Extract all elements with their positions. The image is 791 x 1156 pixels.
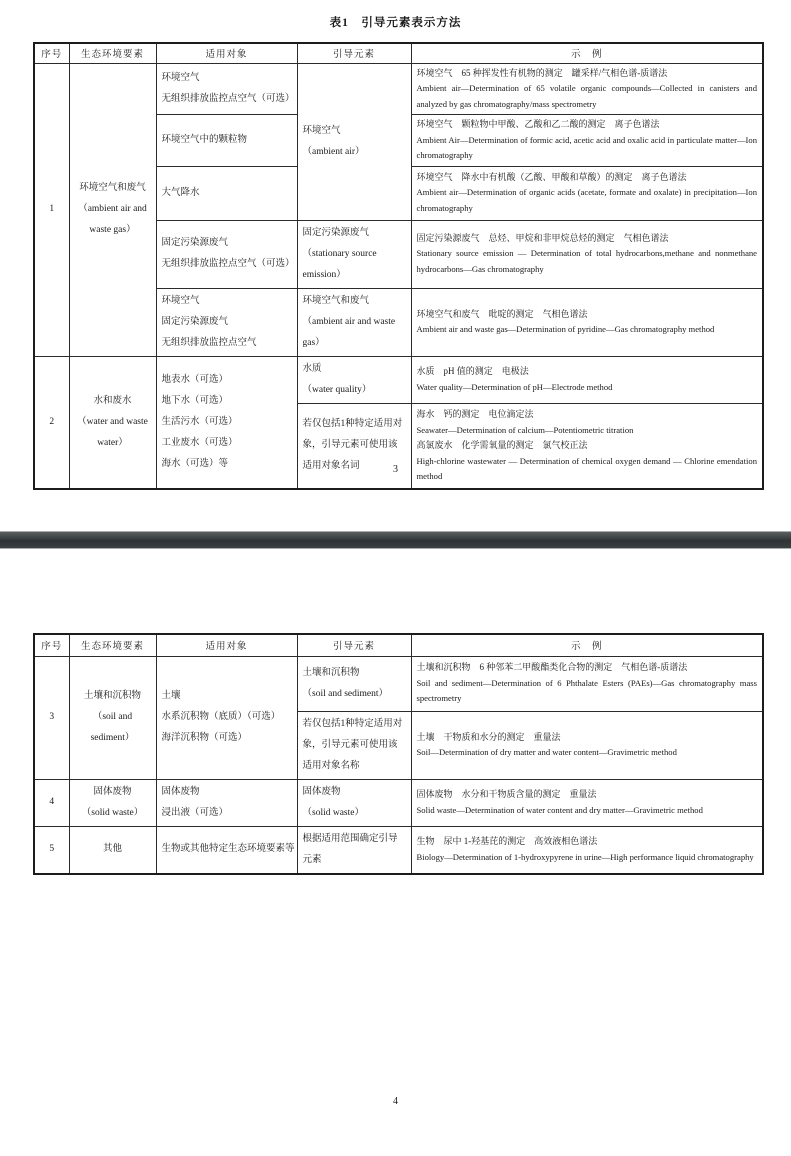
cell-example [411,166,763,220]
text-line: （soil and [92,712,133,722]
text-line: 固定污染源废气 [302,227,370,238]
page-4 [0,549,791,1156]
cell-example [411,711,763,779]
cell-guide [297,288,411,356]
text-line: 固体废物 [93,786,132,797]
text-line: 土壤和沉积物 [83,691,141,701]
table-header-row [34,43,763,63]
cell-example [411,779,763,826]
text-line: 水和废水 [93,395,132,406]
example-en: Ambient Air—Determination of formic acid, acetic acid and oxalic acid in particulate matter—Ion chromatography [416,134,757,160]
text-line: 水系沉积物（底质）（可选） [161,712,281,722]
text-line: 水质 [302,363,322,374]
example-en: High-chlorine wastewater — Determination of chemical oxygen demand — Chlorine emendation method [416,455,757,481]
text-line: 生物或其他特定生态环境要素等 [161,844,295,854]
col-header-example: 示 例 [411,634,763,656]
cell-guide [297,356,411,403]
example-en: Soil—Determination of dry matter and water content—Gravimetric method [416,747,677,757]
cell-seq-3 [34,656,69,779]
cell-target [156,656,297,779]
text-line: 工业废水（可选） [161,437,238,448]
text-line: 海洋沉积物（可选） [161,733,248,743]
example-zh: 环境空气 65 种挥发性有机物的测定 罐采样/气相色谱-质谱法 [416,67,668,78]
cell-target [156,826,297,874]
table-row [34,356,763,403]
col-header-target: 适用对象 [156,43,297,63]
text-line: 地下水（可选） [161,395,229,406]
text-line: 固定污染源废气 [161,316,229,327]
text-line: 生活污水（可选） [161,416,238,427]
cell-example [411,63,763,115]
cell-guide [297,63,411,220]
text-line: 环境空气和废气 [302,295,370,306]
text-line: 土壤和沉积物 [302,667,360,678]
text-line: gas） [302,337,325,348]
seq-number: 3 [49,712,55,722]
text-line: 环境空气 [161,72,200,83]
text-line: 地表水（可选） [161,374,229,385]
example-zh: 生物 尿中 1-羟基芘的测定 高效液相色谱法 [416,836,598,846]
example-zh: 水质 pH 值的测定 电极法 [416,366,529,376]
table-1-page-4 [33,633,764,875]
example-en: Solid waste—Determination of water content and dry matter—Gravimetric method [416,804,703,815]
col-header-guide: 引导元素 [297,43,411,63]
text-line: （solid waste） [81,807,144,818]
example-zh: 土壤和沉积物 6 种邻苯二甲酸酯类化合物的测定 气相色谱-质谱法 [416,662,688,673]
cell-target [156,63,297,115]
col-header-seq: 序号 [34,43,69,63]
text-line: waste gas） [89,225,136,235]
page-3 [0,0,791,531]
text-line: 环境空气中的颗粒物 [161,134,248,145]
example-en: Ambient air—Determination of 65 volatile organic compounds—Collected in canisters and analyzed by gas chromatography/mass spectrometry [416,83,757,109]
page-number: 4 [393,1096,398,1107]
text-line: （ambient air and [78,204,147,214]
text-line: 其他 [102,844,122,854]
text-line: 环境空气 [302,125,341,136]
cell-guide [297,826,411,874]
seq-number: 5 [49,844,55,854]
cell-eco-element-4 [69,779,156,826]
example-en: Seawater—Determination of calcium—Potentiometric titration [416,424,634,435]
example-zh: 环境空气和废气 吡啶的测定 气相色谱法 [416,308,588,319]
cell-guide [297,711,411,779]
cell-target [156,779,297,826]
example-zh: 固定污染源废气 总烃、甲烷和非甲烷总烃的测定 气相色谱法 [416,232,669,243]
text-paragraph: 若仅包括1种特定适用对象，引导元素可使用该适用对象名称 [302,718,403,771]
cell-eco-element-5 [69,826,156,874]
example-zh: 高氯废水 化学需氧量的测定 氯气校正法 [416,440,588,450]
cell-target [156,288,297,356]
text-line: 固定污染源废气 [161,238,229,248]
seq-number: 2 [49,416,55,427]
cell-example [411,115,763,167]
table-header-row [34,634,763,656]
example-en: Water quality—Determination of pH—Electrode method [416,381,613,392]
cell-target [156,115,297,167]
text-paragraph: 根据适用范围确定引导元素 [302,833,398,865]
text-line: 大气降水 [161,187,200,198]
text-line: （soil and sediment） [302,688,388,699]
text-line: （stationary source [302,248,377,259]
text-line: （water quality） [302,384,372,395]
example-zh: 海水 钙的测定 电位滴定法 [416,409,534,419]
example-en: Soil and sediment—Determination of 6 Phthalate Esters (PAEs)—Gas chromatography mass spectrometry [416,677,757,704]
example-zh: 环境空气 降水中有机酸（乙酸、甲酸和草酸）的测定 离子色谱法 [416,171,687,182]
cell-guide [297,779,411,826]
text-line: emission） [302,269,346,280]
col-header-eco-element: 生态环境要素 [69,634,156,656]
cell-example [411,403,763,489]
page-separator [0,531,791,549]
example-en: Ambient air and waste gas—Determination of pyridine—Gas chromatography method [416,324,715,334]
text-line: 无组织排放监控点空气（可选） [161,259,295,269]
text-line: （water and waste [77,416,148,427]
cell-eco-element-3 [69,656,156,779]
example-zh: 固体废物 水分和干物质含量的测定 重量法 [416,789,597,799]
text-paragraph: 若仅包括1种特定适用对象，引导元素可使用该适用对象名词 [302,419,403,472]
text-line: （ambient air and waste [302,316,396,327]
text-line: 浸出液（可选） [161,807,229,818]
text-line: 固体废物 [302,786,341,797]
seq-number: 4 [49,797,55,807]
table-1-page-3 [33,42,764,490]
col-header-guide: 引导元素 [297,634,411,656]
text-line: （solid waste） [302,807,364,818]
page-number: 3 [393,464,398,475]
cell-seq-5 [34,826,69,874]
cell-example [411,826,763,874]
cell-seq-4 [34,779,69,826]
cell-guide [297,656,411,711]
text-line: 无组织排放监控点空气 [161,337,257,348]
text-line: 环境空气和废气 [79,183,146,193]
text-line: sediment） [90,733,135,743]
cell-eco-element-1 [69,63,156,356]
cell-target [156,220,297,288]
col-header-target: 适用对象 [156,634,297,656]
cell-example [411,220,763,288]
example-en: Biology—Determination of 1-hydroxypyrene in urine—High performance liquid chromatography [416,851,754,862]
col-header-example: 示 例 [411,43,763,63]
col-header-seq: 序号 [34,634,69,656]
cell-target [156,166,297,220]
text-line: water） [97,437,128,448]
cell-example [411,356,763,403]
table-row [34,826,763,874]
example-zh: 环境空气 颗粒物中甲酸、乙酸和乙二酸的测定 离子色谱法 [416,119,660,129]
table-row [34,63,763,115]
cell-guide [297,220,411,288]
text-line: （ambient air） [302,146,365,157]
table-row [34,656,763,711]
example-zh: 土壤 干物质和水分的测定 重量法 [416,731,561,742]
cell-example [411,656,763,711]
example-en: Ambient air—Determination of organic acids (acetate, formate and oxalate) in precipitation—Ion chromatography [416,187,757,213]
table-title: 表1 引导元素表示方法 [329,17,462,29]
col-header-eco-element: 生态环境要素 [69,43,156,63]
text-line: 固体废物 [161,786,200,797]
cell-guide [297,403,411,489]
cell-seq-1 [34,63,69,356]
text-line: 海水（可选）等 [161,458,229,469]
cell-example [411,288,763,356]
text-line: 无组织排放监控点空气（可选） [161,93,295,104]
seq-number: 1 [49,204,55,214]
example-en: Stationary source emission — Determination of total hydrocarbons,methane and nonmethane hydrocarbons—Gas chromatography [416,248,757,274]
text-line: 土壤 [161,691,181,701]
text-line: 环境空气 [161,295,200,306]
table-row [34,779,763,826]
